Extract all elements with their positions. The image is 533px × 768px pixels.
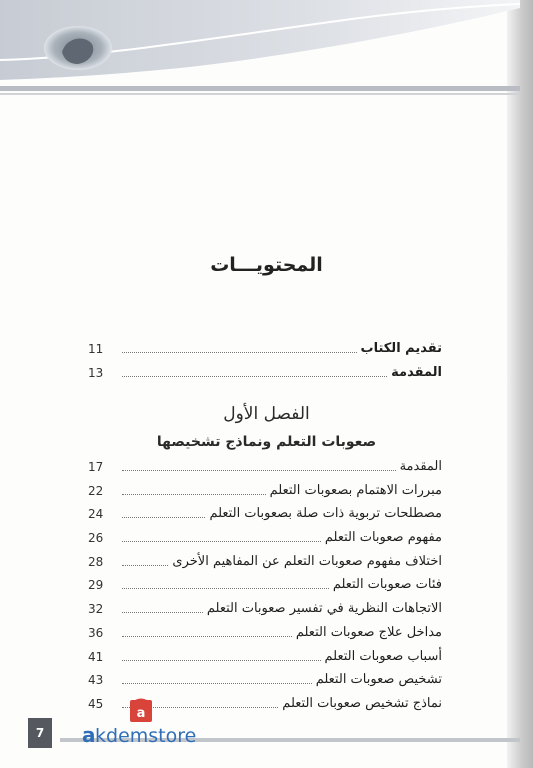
toc-leader-dots [122,375,387,377]
toc-entry-label: الاتجاهات النظرية في تفسير صعوبات التعلم [206,601,442,616]
logo-prefix: a [82,723,96,747]
toc-entry-label: نماذج تشخيص صعوبات التعلم [282,696,442,711]
toc-entry-page: 13 [88,366,104,380]
toc-entry-label: مصطلحات تربوية ذات صلة بصعوبات التعلم [209,506,442,521]
toc-entry [88,622,442,642]
toc-entry [88,598,442,618]
toc-entry-label: تشخيص صعوبات التعلم [315,672,442,687]
header-band [0,86,520,91]
toc-entry [88,669,442,689]
toc-entry-label: أسباب صعوبات التعلم [324,649,442,664]
toc-entry-page: 17 [88,460,104,474]
toc-entry-page: 22 [88,484,104,498]
toc-leader-dots [122,493,266,495]
toc-leader-dots [122,564,168,566]
toc-leader-dots [122,635,292,637]
toc-leader-dots [122,540,321,542]
toc-entry-page: 32 [88,602,104,616]
header-wave-graphic [0,0,533,100]
toc-entry-label: مفهوم صعوبات التعلم [324,530,442,545]
toc-entry [88,362,442,382]
toc-leader-dots [122,659,321,661]
toc-leader-dots [122,351,357,353]
akdemstore-logo [82,698,242,748]
toc-entry [88,646,442,666]
toc-entry-page: 45 [88,697,104,711]
toc-entry-page: 11 [88,342,104,356]
chapter-title: الفصل الأول [223,404,310,424]
header-band-thin [0,93,520,95]
chapter-subtitle: صعوبات التعلم ونماذج تشخيصها [156,434,377,450]
toc-entry-label: تقديم الكتاب [360,341,442,356]
toc-entry [88,574,442,594]
toc-leader-dots [122,682,312,684]
toc-entry-page: 24 [88,507,104,521]
toc-leader-dots [122,611,203,613]
logo-wordmark: kdemstore [95,725,197,747]
toc-leader-dots [122,587,329,589]
page-edge-shadow [507,0,533,768]
logo-bag-letter: a [136,706,146,721]
toc-entry-label: المقدمة [391,365,442,380]
toc-entry-page: 43 [88,673,104,687]
toc-entry [88,503,442,523]
toc-entry-label: اختلاف مفهوم صعوبات التعلم عن المفاهيم الأخرى [172,554,442,569]
page-header-decoration [0,0,533,100]
toc-entry-label: مبررات الاهتمام بصعوبات التعلم [269,483,442,498]
toc-entry [88,527,442,547]
toc-entry [88,551,442,571]
toc-entry [88,456,442,476]
toc-leader-dots [122,469,396,471]
toc-leader-dots [122,516,205,518]
page-number-badge: 7 [28,718,52,748]
toc-entry-page: 29 [88,578,104,592]
toc-entry-page: 41 [88,650,104,664]
toc-entry-label: مداخل علاج صعوبات التعلم [295,625,442,640]
toc-entry-label: فئات صعوبات التعلم [332,577,442,592]
toc-entry-page: 28 [88,555,104,569]
toc-entry-label: المقدمة [399,459,442,474]
toc-entry [88,338,442,358]
toc-entry [88,480,442,500]
toc-entry-page: 36 [88,626,104,640]
toc-entry-page: 26 [88,531,104,545]
page-title: المحتويـــات [210,254,323,276]
